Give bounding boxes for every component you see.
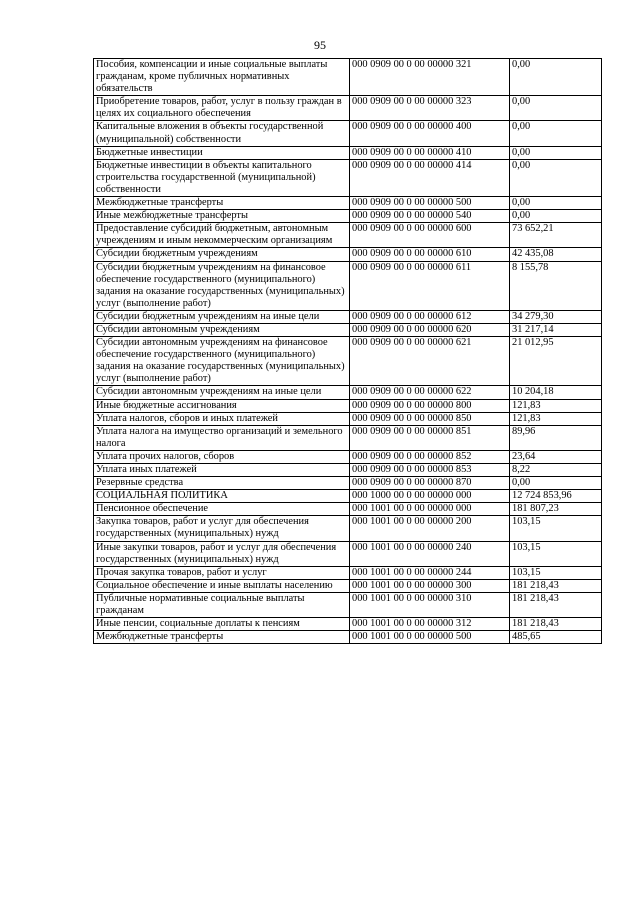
table-row bbox=[94, 210, 602, 223]
row-name-cell: Иные пенсии, социальные доплаты к пенсиям bbox=[94, 618, 350, 631]
row-name-cell: Предоставление субсидий бюджетным, автономным учреждениям и иным некоммерческим организациям bbox=[94, 223, 350, 248]
row-name-cell: СОЦИАЛЬНАЯ ПОЛИТИКА bbox=[94, 490, 350, 503]
row-code-cell: 000 1001 00 0 00 00000 312 bbox=[350, 618, 510, 631]
row-amount-cell: 73 652,21 bbox=[510, 223, 602, 248]
row-code-cell: 000 1001 00 0 00 00000 310 bbox=[350, 592, 510, 617]
row-code-cell: 000 0909 00 0 00 00000 400 bbox=[350, 121, 510, 146]
row-name-cell: Бюджетные инвестиции в объекты капитального строительства государственной (муниципальной) собственности bbox=[94, 159, 350, 196]
row-code-cell: 000 0909 00 0 00 00000 540 bbox=[350, 210, 510, 223]
row-name-cell: Субсидии бюджетным учреждениям на иные цели bbox=[94, 310, 350, 323]
row-name-cell: Межбюджетные трансферты bbox=[94, 197, 350, 210]
row-code-cell: 000 0909 00 0 00 00000 870 bbox=[350, 477, 510, 490]
row-code-cell: 000 0909 00 0 00 00000 620 bbox=[350, 323, 510, 336]
row-amount-cell: 31 217,14 bbox=[510, 323, 602, 336]
row-amount-cell: 103,15 bbox=[510, 516, 602, 541]
table-row bbox=[94, 477, 602, 490]
row-code-cell: 000 1001 00 0 00 00000 240 bbox=[350, 541, 510, 566]
row-name-cell: Субсидии бюджетным учреждениям на финансовое обеспечение государственного (муниципального) задания на оказание государственных (муниципальных) услуг (выполнение работ) bbox=[94, 261, 350, 310]
table-row bbox=[94, 399, 602, 412]
row-amount-cell: 0,00 bbox=[510, 121, 602, 146]
budget-table bbox=[93, 58, 602, 644]
row-name-cell: Пенсионное обеспечение bbox=[94, 503, 350, 516]
table-row bbox=[94, 450, 602, 463]
table-row bbox=[94, 59, 602, 96]
row-code-cell: 000 1001 00 0 00 00000 244 bbox=[350, 566, 510, 579]
row-amount-cell: 485,65 bbox=[510, 631, 602, 644]
row-code-cell: 000 0909 00 0 00 00000 622 bbox=[350, 386, 510, 399]
row-amount-cell: 121,83 bbox=[510, 412, 602, 425]
row-name-cell: Социальное обеспечение и иные выплаты населению bbox=[94, 579, 350, 592]
row-amount-cell: 8,22 bbox=[510, 464, 602, 477]
row-amount-cell: 181 218,43 bbox=[510, 618, 602, 631]
row-amount-cell: 12 724 853,96 bbox=[510, 490, 602, 503]
table-row bbox=[94, 146, 602, 159]
row-amount-cell: 0,00 bbox=[510, 146, 602, 159]
table-row bbox=[94, 159, 602, 196]
table-row bbox=[94, 412, 602, 425]
table-row bbox=[94, 197, 602, 210]
row-name-cell: Субсидии автономным учреждениям на финансовое обеспечение государственного (муниципального) задания на оказание государственных (муниципальных) услуг (выполнение работ) bbox=[94, 337, 350, 386]
row-code-cell: 000 0909 00 0 00 00000 500 bbox=[350, 197, 510, 210]
table-row bbox=[94, 490, 602, 503]
row-amount-cell: 0,00 bbox=[510, 159, 602, 196]
table-row bbox=[94, 566, 602, 579]
table-row bbox=[94, 386, 602, 399]
row-amount-cell: 89,96 bbox=[510, 425, 602, 450]
table-row bbox=[94, 425, 602, 450]
row-name-cell: Уплата иных платежей bbox=[94, 464, 350, 477]
row-amount-cell: 21 012,95 bbox=[510, 337, 602, 386]
row-name-cell: Капитальные вложения в объекты государственной (муниципальной) собственности bbox=[94, 121, 350, 146]
row-code-cell: 000 0909 00 0 00 00000 621 bbox=[350, 337, 510, 386]
table-row bbox=[94, 464, 602, 477]
row-amount-cell: 0,00 bbox=[510, 477, 602, 490]
row-name-cell: Бюджетные инвестиции bbox=[94, 146, 350, 159]
row-amount-cell: 0,00 bbox=[510, 197, 602, 210]
row-code-cell: 000 0909 00 0 00 00000 611 bbox=[350, 261, 510, 310]
table-row bbox=[94, 248, 602, 261]
row-amount-cell: 0,00 bbox=[510, 210, 602, 223]
row-name-cell: Приобретение товаров, работ, услуг в пользу граждан в целях их социального обеспечения bbox=[94, 96, 350, 121]
row-code-cell: 000 1001 00 0 00 00000 300 bbox=[350, 579, 510, 592]
table-row bbox=[94, 310, 602, 323]
row-name-cell: Прочая закупка товаров, работ и услуг bbox=[94, 566, 350, 579]
row-amount-cell: 121,83 bbox=[510, 399, 602, 412]
row-name-cell: Субсидии автономным учреждениям на иные цели bbox=[94, 386, 350, 399]
row-code-cell: 000 0909 00 0 00 00000 851 bbox=[350, 425, 510, 450]
row-code-cell: 000 0909 00 0 00 00000 800 bbox=[350, 399, 510, 412]
row-amount-cell: 181 218,43 bbox=[510, 579, 602, 592]
table-row bbox=[94, 631, 602, 644]
budget-table-body bbox=[94, 59, 602, 644]
row-code-cell: 000 0909 00 0 00 00000 612 bbox=[350, 310, 510, 323]
row-name-cell: Уплата налога на имущество организаций и земельного налога bbox=[94, 425, 350, 450]
row-code-cell: 000 0909 00 0 00 00000 323 bbox=[350, 96, 510, 121]
row-amount-cell: 103,15 bbox=[510, 566, 602, 579]
row-amount-cell: 10 204,18 bbox=[510, 386, 602, 399]
row-code-cell: 000 0909 00 0 00 00000 610 bbox=[350, 248, 510, 261]
row-name-cell: Уплата прочих налогов, сборов bbox=[94, 450, 350, 463]
row-amount-cell: 103,15 bbox=[510, 541, 602, 566]
row-code-cell: 000 0909 00 0 00 00000 850 bbox=[350, 412, 510, 425]
row-name-cell: Субсидии автономным учреждениям bbox=[94, 323, 350, 336]
row-code-cell: 000 0909 00 0 00 00000 853 bbox=[350, 464, 510, 477]
page-number: 95 bbox=[314, 38, 326, 52]
row-amount-cell: 34 279,30 bbox=[510, 310, 602, 323]
row-amount-cell: 0,00 bbox=[510, 59, 602, 96]
row-name-cell: Иные бюджетные ассигнования bbox=[94, 399, 350, 412]
row-name-cell: Публичные нормативные социальные выплаты гражданам bbox=[94, 592, 350, 617]
row-amount-cell: 0,00 bbox=[510, 96, 602, 121]
table-row bbox=[94, 337, 602, 386]
row-code-cell: 000 0909 00 0 00 00000 410 bbox=[350, 146, 510, 159]
row-amount-cell: 23,64 bbox=[510, 450, 602, 463]
table-row bbox=[94, 503, 602, 516]
row-code-cell: 000 0909 00 0 00 00000 852 bbox=[350, 450, 510, 463]
row-name-cell: Субсидии бюджетным учреждениям bbox=[94, 248, 350, 261]
row-amount-cell: 42 435,08 bbox=[510, 248, 602, 261]
row-name-cell: Резервные средства bbox=[94, 477, 350, 490]
row-name-cell: Иные межбюджетные трансферты bbox=[94, 210, 350, 223]
table-row bbox=[94, 121, 602, 146]
row-code-cell: 000 0909 00 0 00 00000 600 bbox=[350, 223, 510, 248]
row-code-cell: 000 1000 00 0 00 00000 000 bbox=[350, 490, 510, 503]
row-name-cell: Межбюджетные трансферты bbox=[94, 631, 350, 644]
row-amount-cell: 8 155,78 bbox=[510, 261, 602, 310]
table-row bbox=[94, 592, 602, 617]
table-row bbox=[94, 579, 602, 592]
table-row bbox=[94, 223, 602, 248]
row-amount-cell: 181 807,23 bbox=[510, 503, 602, 516]
row-name-cell: Иные закупки товаров, работ и услуг для обеспечения государственных (муниципальных) нужд bbox=[94, 541, 350, 566]
table-row bbox=[94, 541, 602, 566]
row-code-cell: 000 0909 00 0 00 00000 414 bbox=[350, 159, 510, 196]
row-code-cell: 000 0909 00 0 00 00000 321 bbox=[350, 59, 510, 96]
row-code-cell: 000 1001 00 0 00 00000 000 bbox=[350, 503, 510, 516]
row-code-cell: 000 1001 00 0 00 00000 500 bbox=[350, 631, 510, 644]
table-row bbox=[94, 516, 602, 541]
row-code-cell: 000 1001 00 0 00 00000 200 bbox=[350, 516, 510, 541]
row-name-cell: Пособия, компенсации и иные социальные выплаты гражданам, кроме публичных нормативных обязательств bbox=[94, 59, 350, 96]
table-row bbox=[94, 323, 602, 336]
row-amount-cell: 181 218,43 bbox=[510, 592, 602, 617]
row-name-cell: Уплата налогов, сборов и иных платежей bbox=[94, 412, 350, 425]
table-row bbox=[94, 261, 602, 310]
table-row bbox=[94, 618, 602, 631]
row-name-cell: Закупка товаров, работ и услуг для обеспечения государственных (муниципальных) нужд bbox=[94, 516, 350, 541]
table-row bbox=[94, 96, 602, 121]
